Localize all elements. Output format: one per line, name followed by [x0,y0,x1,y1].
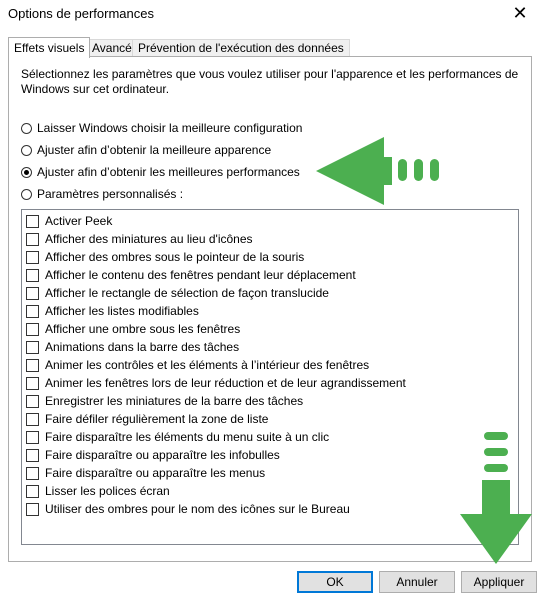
close-icon[interactable]: ✕ [512,3,528,23]
list-item[interactable] [26,230,253,248]
list-item[interactable] [26,392,303,410]
tab-effets-visuels[interactable]: Effets visuels [8,37,90,58]
radio-label: Ajuster afin d’obtenir la meilleure apparence [37,143,272,157]
list-item[interactable] [26,212,112,230]
arrow-dash-icon [398,159,407,181]
checkbox-icon[interactable] [26,395,39,408]
checkbox-icon[interactable] [26,485,39,498]
tab-avance[interactable]: Avancé [86,39,138,57]
arrow-dash-icon [430,159,439,181]
radio-label: Laisser Windows choisir la meilleure configuration [37,121,303,135]
list-item[interactable] [26,464,265,482]
checkbox-label: Faire disparaître ou apparaître les infobulles [45,448,280,462]
arrow-dash-icon [484,464,508,472]
list-item[interactable] [26,248,304,266]
checkbox-icon[interactable] [26,503,39,516]
list-item[interactable] [26,302,199,320]
checkbox-icon[interactable] [26,287,39,300]
list-item[interactable] [26,338,239,356]
checkbox-label: Afficher une ombre sous les fenêtres [45,322,241,336]
list-item[interactable] [26,428,329,446]
checkbox-icon[interactable] [26,341,39,354]
radio-checked-icon[interactable] [21,167,32,178]
checkbox-icon[interactable] [26,413,39,426]
arrow-dash-icon [414,159,423,181]
left-arrow-head-icon [316,137,392,205]
visual-effects-list[interactable] [21,209,519,545]
tab-prevention-execution[interactable]: Prévention de l'exécution des données [132,39,350,57]
left-arrow-annotation-icon [310,135,440,205]
radio-unchecked-icon[interactable] [21,189,32,200]
checkbox-icon[interactable] [26,359,39,372]
radio-option[interactable] [21,163,300,181]
checkbox-icon[interactable] [26,431,39,444]
checkbox-icon[interactable] [26,323,39,336]
checkbox-label: Afficher les listes modifiables [45,304,199,318]
list-item[interactable] [26,356,369,374]
radio-unchecked-icon[interactable] [21,145,32,156]
checkbox-label: Activer Peek [45,214,113,228]
checkbox-icon[interactable] [26,449,39,462]
cancel-button[interactable]: Annuler [379,571,455,593]
arrow-dash-icon [484,432,508,440]
list-item[interactable] [26,446,280,464]
radio-option[interactable] [21,119,302,137]
checkbox-label: Faire disparaître les éléments du menu suite à un clic [45,430,330,444]
checkbox-label: Afficher des miniatures au lieu d'icônes [45,232,253,246]
checkbox-icon[interactable] [26,377,39,390]
checkbox-label: Animer les contrôles et les éléments à l’intérieur des fenêtres [45,358,370,372]
list-item[interactable] [26,374,406,392]
checkbox-icon[interactable] [26,305,39,318]
list-item[interactable] [26,500,350,518]
checkbox-label: Faire disparaître ou apparaître les menus [45,466,266,480]
description-text: Sélectionnez les paramètres que vous voulez utiliser pour l'apparence et les performances de Windows sur cet ordinateur. [21,67,519,96]
checkbox-label: Afficher le rectangle de sélection de façon translucide [45,286,329,300]
window-title: Options de performances [8,6,154,21]
checkbox-label: Enregistrer les miniatures de la barre des tâches [45,394,304,408]
list-item[interactable] [26,482,170,500]
radio-option[interactable] [21,185,183,203]
checkbox-label: Animer les fenêtres lors de leur réduction et de leur agrandissement [45,376,406,390]
checkbox-label: Animations dans la barre des tâches [45,340,240,354]
down-arrow-annotation-icon [456,428,536,568]
list-item[interactable] [26,284,329,302]
list-item[interactable] [26,410,268,428]
checkbox-label: Utiliser des ombres pour le nom des icônes sur le Bureau [45,502,350,516]
radio-unchecked-icon[interactable] [21,123,32,134]
list-item[interactable] [26,320,240,338]
checkbox-label: Afficher des ombres sous le pointeur de la souris [45,250,305,264]
checkbox-icon[interactable] [26,233,39,246]
checkbox-icon[interactable] [26,251,39,264]
radio-label: Paramètres personnalisés : [37,187,184,201]
ok-button[interactable]: OK [297,571,373,593]
down-arrow-head-icon [460,480,532,564]
checkbox-label: Faire défiler régulièrement la zone de liste [45,412,269,426]
checkbox-icon[interactable] [26,215,39,228]
checkbox-icon[interactable] [26,269,39,282]
list-item[interactable] [26,266,356,284]
visual-effects-panel [8,56,532,562]
radio-label: Ajuster afin d’obtenir les meilleures performances [37,165,300,179]
apply-button[interactable]: Appliquer [461,571,537,593]
arrow-dash-icon [484,448,508,456]
radio-option[interactable] [21,141,271,159]
checkbox-icon[interactable] [26,467,39,480]
checkbox-label: Lisser les polices écran [45,484,170,498]
checkbox-label: Afficher le contenu des fenêtres pendant leur déplacement [45,268,356,282]
